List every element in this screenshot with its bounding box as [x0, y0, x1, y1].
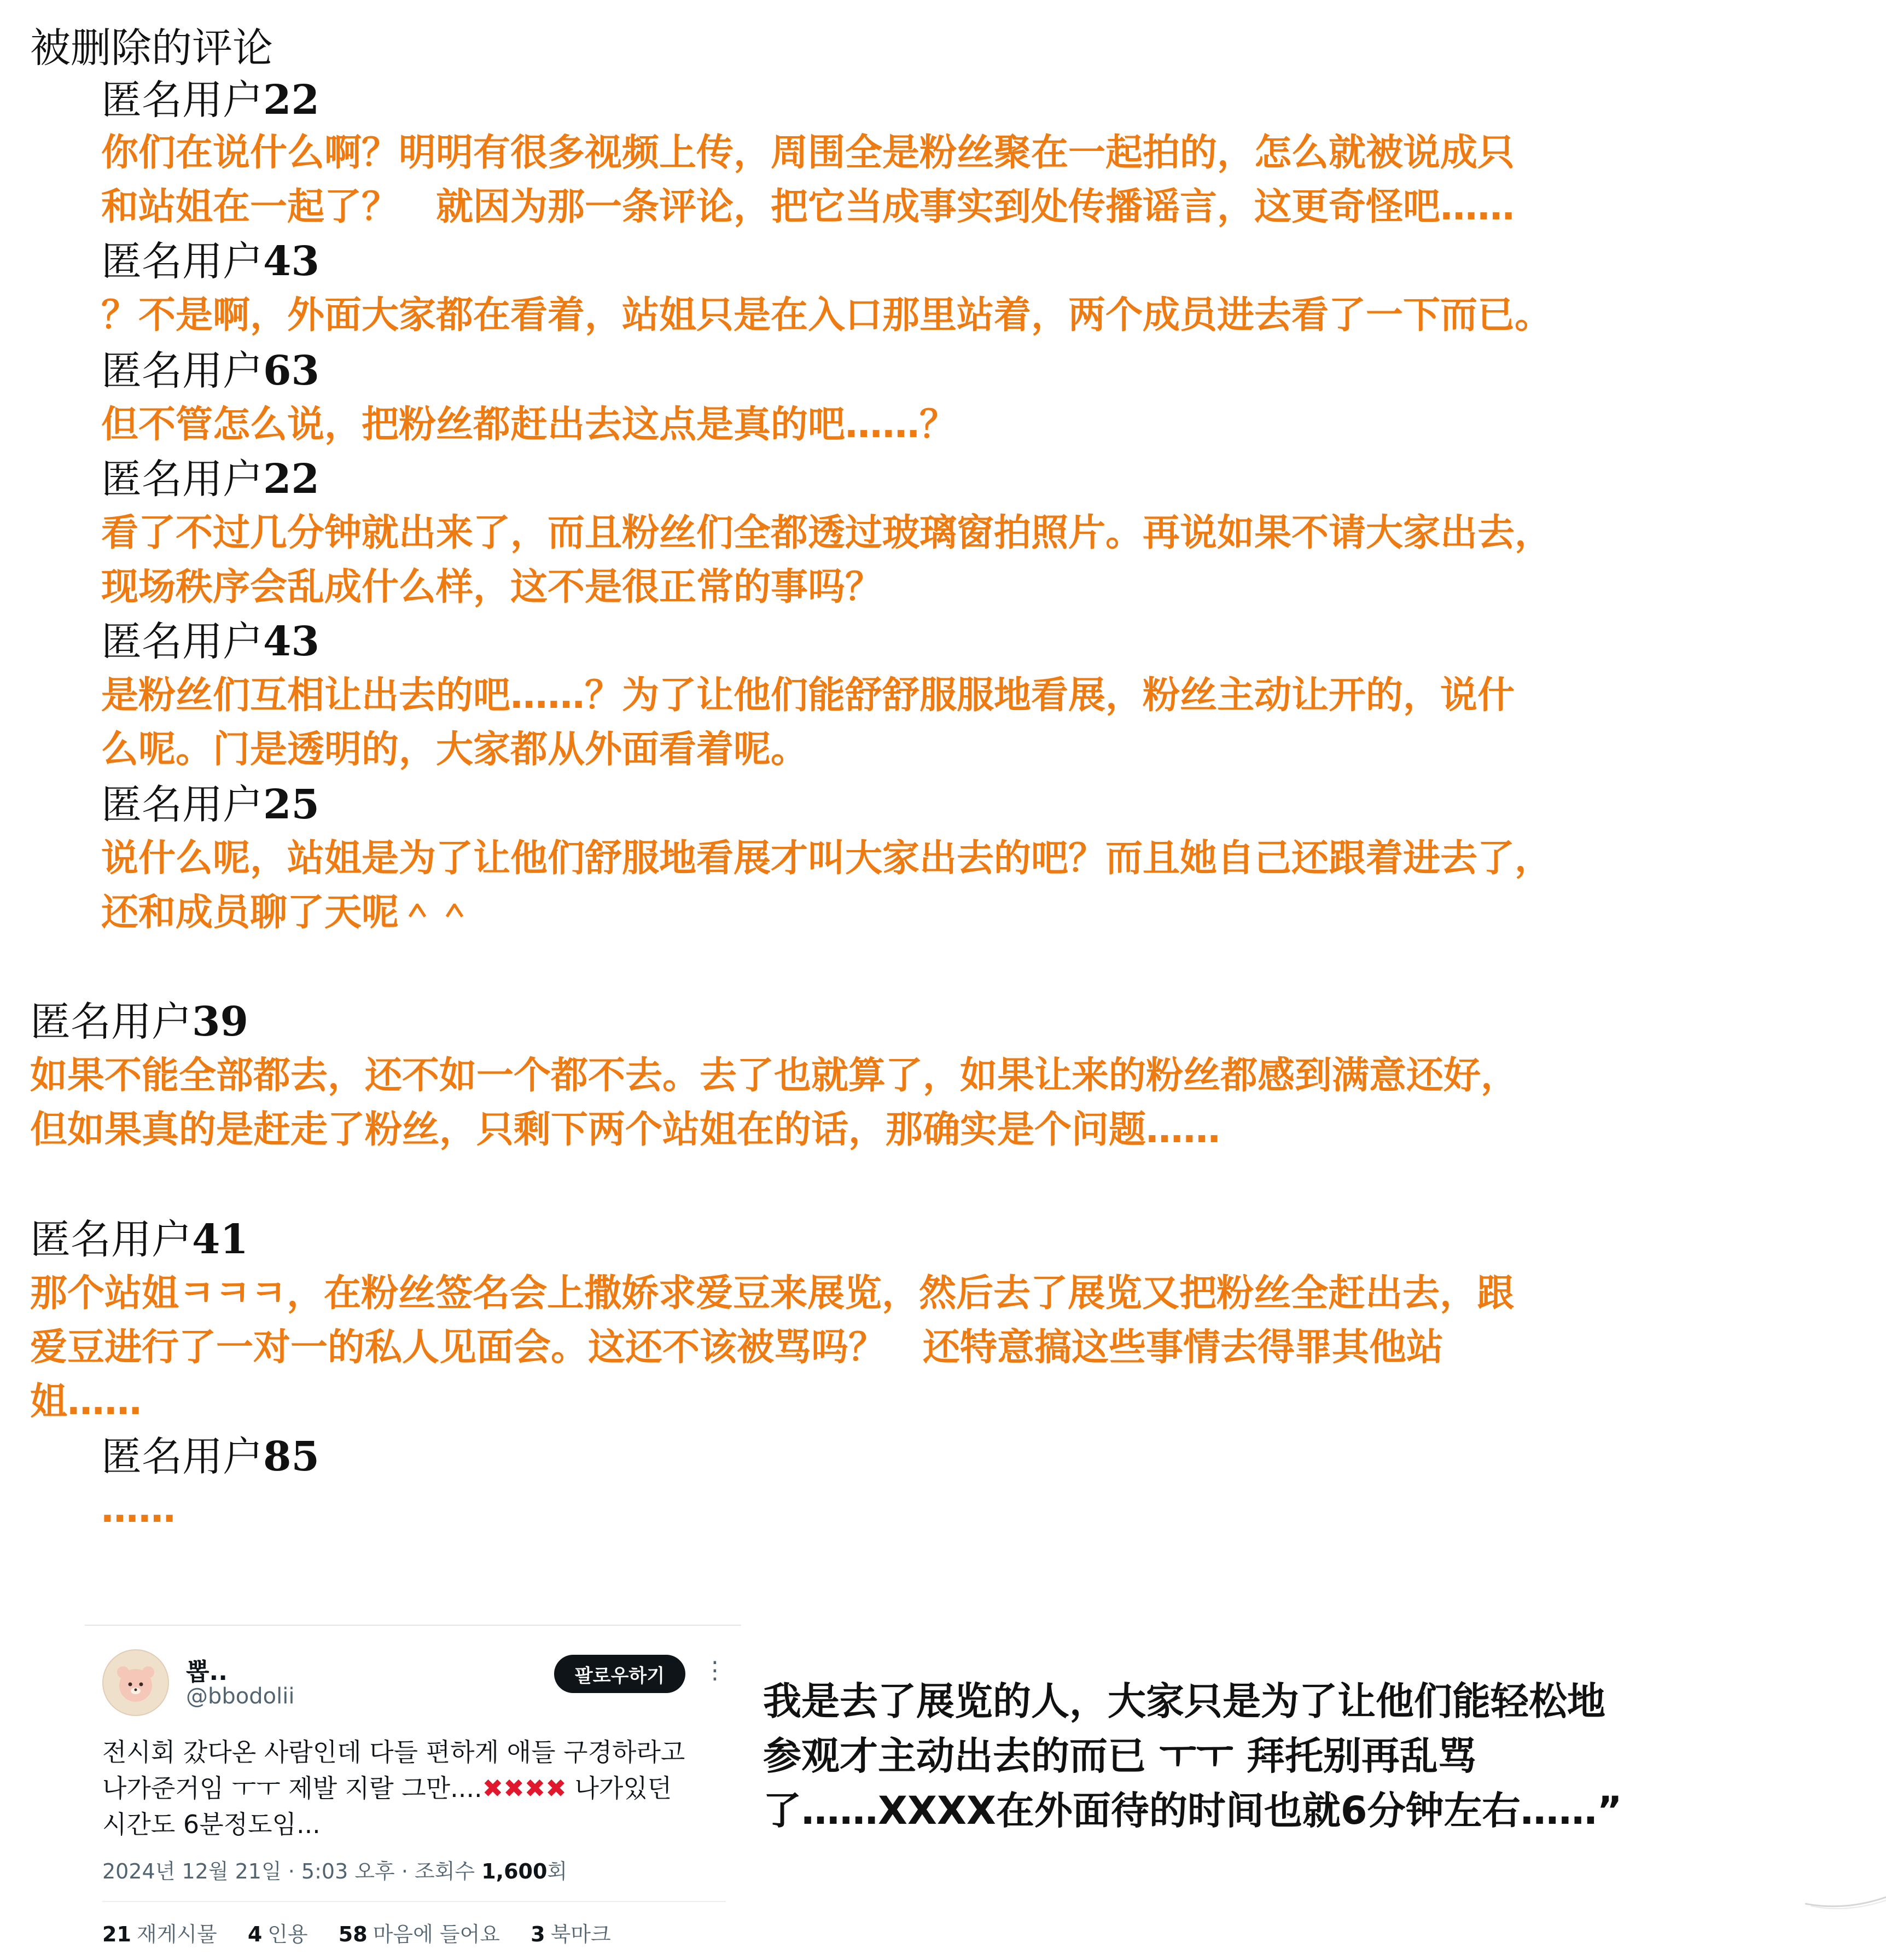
comment-username: 匿名用户63 — [101, 347, 319, 394]
avatar[interactable] — [102, 1649, 169, 1716]
comment-text: 你们在说什么啊？明明有很多视频上传，周围全是粉丝聚在一起拍的，怎么就被说成只 和站姐在一起了？ 就因为那一条评论，把它当成事实到处传播谣言，这更奇怪吧…… — [101, 131, 1515, 229]
bear-avatar-icon — [103, 1650, 168, 1715]
page-curl-decoration — [1805, 1893, 1886, 1915]
stat-bookmarks[interactable]: 3 북마크 — [531, 1922, 611, 1946]
page-title: 被删除的评论 — [30, 25, 273, 72]
more-options-icon[interactable]: ⋮ — [703, 1656, 727, 1684]
comment-username: 匿名用户22 — [101, 77, 319, 124]
comment-username: 匿名用户41 — [30, 1216, 248, 1263]
tweet-card — [85, 1625, 741, 1960]
stat-quotes[interactable]: 4 인용 — [247, 1922, 308, 1946]
comment-username: 匿名用户39 — [30, 998, 248, 1045]
divider — [85, 1625, 741, 1626]
comment-text: 看了不过几分钟就出来了，而且粉丝们全都透过玻璃窗拍照片。再说如果不请大家出去， 现场秩序会乱成什么样，这不是很正常的事吗？ — [101, 511, 1552, 609]
tweet-stats — [102, 1917, 635, 1947]
tweet-meta: 2024년 12월 21일 · 5:03 오후 · 조회수 1,600회 — [102, 1859, 568, 1883]
comment-username: 匿名用户85 — [101, 1433, 319, 1480]
comment-text: 但不管怎么说，把粉丝都赶出去这点是真的吧……？ — [101, 403, 957, 446]
comment-username: 匿名用户22 — [101, 456, 319, 503]
tweet-body: 전시회 갔다온 사람인데 다들 편하게 애들 구경하라고 나가준거임 ㅜㅜ 제발 지랄 그만....✖✖✖✖ 나가있던 시간도 6분정도임... — [102, 1737, 685, 1839]
stat-likes[interactable]: 58 마음에 들어요 — [338, 1922, 500, 1946]
comment-text: 是粉丝们互相让出去的吧……？为了让他们能舒舒服服地看展，粉丝主动让开的，说什 么呢。门是透明的，大家都从外面看着呢。 — [101, 674, 1515, 771]
comment-username: 匿名用户43 — [101, 238, 319, 285]
divider — [102, 1901, 726, 1902]
tweet-display-name[interactable]: 뽑.. — [186, 1658, 228, 1686]
comment-text: ？不是啊，外面大家都在看着，站姐只是在入口那里站着，两个成员进去看了一下而已。 — [101, 294, 1552, 337]
follow-button[interactable]: 팔로우하기 — [554, 1655, 685, 1693]
stat-reposts[interactable]: 21 재게시물 — [102, 1922, 217, 1946]
translation-caption: 我是去了展览的人，大家只是为了让他们能轻松地 参观才主动出去的而已 ㅜㅜ 拜托别再乱骂 了……XXXX在外面待的时间也就6分钟左右……” — [763, 1679, 1622, 1833]
comment-username: 匿名用户25 — [101, 781, 319, 828]
comment-username: 匿名用户43 — [101, 618, 319, 665]
comment-text: …… — [101, 1488, 176, 1531]
comment-text: 那个站姐ㅋㅋㅋ，在粉丝签名会上撒娇求爱豆来展览，然后去了展览又把粉丝全赶出去，跟 爱豆进行了一对一的私人见面会。这还不该被骂吗？ 还特意搞这些事情去得罪其他站 姐…… — [30, 1272, 1515, 1423]
comment-text: 说什么呢，站姐是为了让他们舒服地看展才叫大家出去的吧？而且她自己还跟着进去了， 还和成员聊了天呢＾＾ — [101, 837, 1552, 934]
tweet-handle[interactable]: @bbodolii — [186, 1684, 295, 1709]
redacted-mark: ✖✖✖✖ — [482, 1773, 567, 1803]
comment-text: 如果不能全部都去，还不如一个都不去。去了也就算了，如果让来的粉丝都感到满意还好， 但如果真的是赶走了粉丝，只剩下两个站姐在的话，那确实是个问题…… — [30, 1054, 1518, 1151]
